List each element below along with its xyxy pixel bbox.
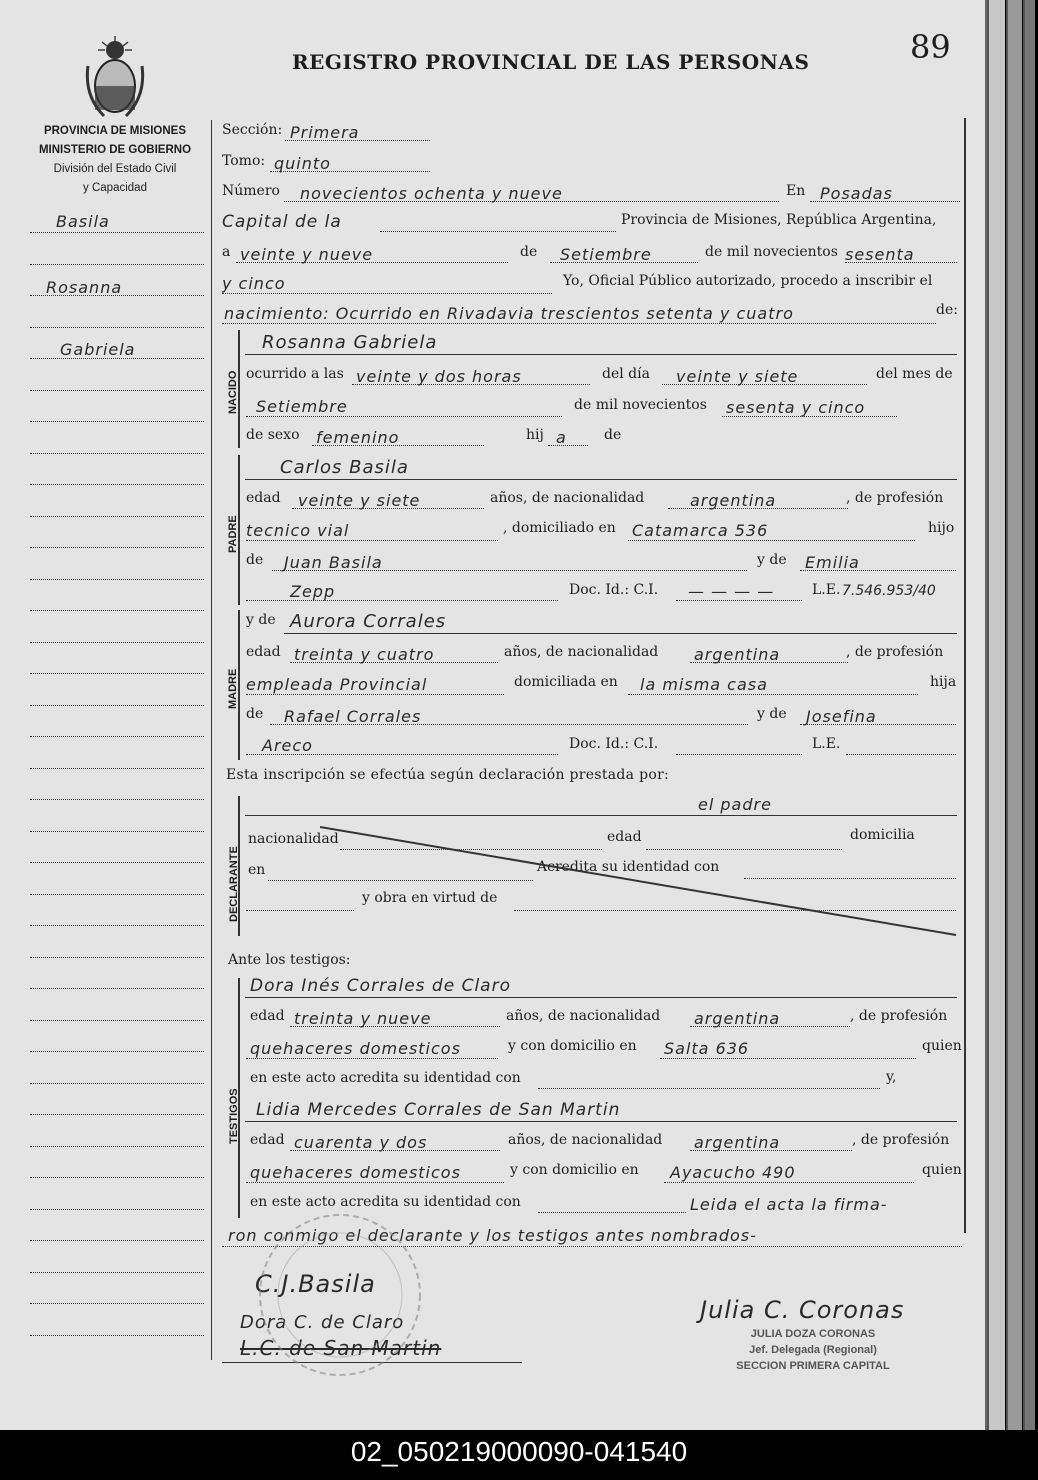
t1-nac-label: años, de nacionalidad [506, 1008, 661, 1024]
page-title: REGISTRO PROVINCIAL DE LAS PERSONAS [292, 50, 810, 74]
padre-doc-label: Doc. Id.: C.I. [569, 582, 659, 598]
margin-line [30, 988, 204, 989]
stamp-line: JULIA DOZA CORONAS [750, 1328, 876, 1340]
madre-hija-label: hija [930, 674, 957, 690]
margin-first-name: Rosanna [46, 278, 123, 297]
numero-label: Número [222, 183, 280, 199]
page-stack-edge [987, 0, 1005, 1430]
t2-domicilio: Ayacucho 490 [670, 1163, 796, 1182]
org-line: División del Estado Civil [53, 163, 177, 175]
madre-de-label: de [246, 706, 264, 722]
birth-year: sesenta y cinco [726, 398, 866, 417]
issuing-authority [20, 122, 210, 198]
yo-text: Yo, Oficial Público autorizado, procedo a inscribir el [563, 273, 933, 289]
signature-declarante: C.J.Basila [255, 1270, 376, 1298]
decl-nac-label: nacionalidad [248, 831, 339, 847]
cierre-text: ron conmigo el declarante y los testigos antes nombrados- [228, 1226, 757, 1245]
margin-line [30, 421, 204, 422]
tomo-label: Tomo: [222, 153, 266, 169]
birth-mil-label: de mil novecientos [574, 397, 707, 413]
acta-year-2: y cinco [222, 274, 286, 293]
cancel-strike-line [320, 825, 960, 940]
hij-label: hij [526, 427, 544, 443]
margin-line [30, 831, 204, 832]
margin-line [30, 1146, 204, 1147]
madre-profesion: empleada Provincial [246, 675, 428, 694]
acta-year-1: sesenta [845, 245, 915, 264]
de-end-label: de: [936, 302, 958, 318]
mil-label: de mil novecientos [705, 244, 838, 260]
t2-edad: cuarenta y dos [294, 1133, 428, 1152]
padre-le-value: 7.546.953/40 [842, 583, 936, 599]
decl-edad-label: edad [607, 829, 642, 845]
margin-line [30, 894, 204, 895]
tomo-value: quinto [274, 154, 331, 173]
padre-nacionalidad: argentina [690, 491, 777, 510]
madre-edad-label: edad [246, 644, 281, 660]
decl-acredita-label: Acredita su identidad con [537, 859, 720, 875]
padre-father: Juan Basila [284, 553, 383, 572]
t1-prof-label: , de profesión [850, 1008, 948, 1024]
en-value: Posadas [820, 184, 893, 203]
margin-line [30, 1114, 204, 1115]
t1-dom-label: y con domicilio en [508, 1038, 637, 1054]
coat-of-arms-emblem [80, 36, 150, 120]
t2-nacionalidad: argentina [694, 1133, 781, 1152]
madre-domicilio: la misma casa [640, 675, 768, 694]
margin-line [30, 1303, 204, 1304]
margin-line [30, 390, 204, 391]
round-seal-stamp [255, 1180, 425, 1410]
margin-line [30, 736, 204, 737]
madre-le-label: L.E. [812, 736, 841, 752]
t2-prof-label: , de profesión [852, 1132, 950, 1148]
margin-line [30, 327, 204, 328]
signature-testigo1: Dora C. de Claro [240, 1312, 405, 1333]
margin-line [30, 453, 204, 454]
padre-le-label: L.E. [812, 582, 841, 598]
t2-acredita-label: en este acto acredita su identidad con [250, 1194, 521, 1210]
madre-mother-surname: Areco [262, 736, 313, 755]
padre-ci-value: — — — — [688, 582, 775, 601]
padre-edad-label: edad [246, 490, 281, 506]
org-line: y Capacidad [83, 182, 147, 194]
madre-label: MADRE [227, 668, 239, 709]
decl-dom-label: domicilia [850, 827, 915, 843]
org-line: MINISTERIO DE GOBIERNO [38, 144, 192, 156]
a-label: a [222, 244, 231, 260]
numero-value: novecientos ochenta y nueve [300, 184, 563, 203]
madre-yde2-label: y de [757, 706, 787, 722]
birth-hour: veinte y dos horas [356, 367, 522, 386]
padre-edad: veinte y siete [298, 491, 421, 510]
del-dia-label: del día [602, 366, 650, 382]
padre-nac-label: años, de nacionalidad [490, 490, 645, 506]
margin-line [30, 957, 204, 958]
padre-hijo-label: hijo [928, 520, 955, 536]
madre-dom-label: domiciliada en [514, 674, 618, 690]
ocurrido-label: ocurrido a las [246, 366, 344, 382]
padre-prof-label: , de profesión [846, 490, 944, 506]
declarante-label: DECLARANTE [228, 846, 240, 922]
t2-dom-label: y con domicilio en [510, 1162, 639, 1178]
folio-number: 89 [910, 28, 951, 66]
t2-profesion: quehaceres domesticos [250, 1163, 461, 1182]
t2-nac-label: años, de nacionalidad [508, 1132, 663, 1148]
margin-surname: Basila [56, 212, 110, 231]
testigo2-name: Lidia Mercedes Corrales de San Martin [256, 1100, 621, 1120]
t1-acredita-label: en este acto acredita su identidad con [250, 1070, 521, 1086]
padre-de-label: de [246, 552, 264, 568]
org-line: PROVINCIA DE MISIONES [43, 125, 187, 137]
declaracion-text: Esta inscripción se efectúa según declaración prestada por: [226, 767, 670, 783]
right-border [964, 118, 966, 1233]
sexo-value: femenino [316, 428, 400, 447]
margin-line [30, 1051, 204, 1052]
t1-y-label: y, [886, 1069, 897, 1085]
inscribir-value: nacimiento: Ocurrido en Rivadavia trescientos setenta y cuatro [224, 304, 794, 323]
nacido-name: Rosanna Gabriela [262, 332, 438, 353]
margin-line [30, 516, 204, 517]
t1-nacionalidad: argentina [694, 1009, 781, 1028]
margin-line [30, 1240, 204, 1241]
page-stack-edge [1023, 0, 1035, 1430]
column-divider [211, 120, 212, 1360]
acta-day: veinte y nueve [240, 245, 374, 264]
padre-yde-label: y de [757, 552, 787, 568]
margin-line [30, 1083, 204, 1084]
margin-line [30, 547, 204, 548]
madre-prof-label: , de profesión [846, 644, 944, 660]
madre-father: Rafael Corrales [284, 707, 422, 726]
scan-code-footer: 02_050219000090-041540 [350, 1436, 688, 1467]
margin-middle-name: Gabriela [60, 340, 136, 359]
sexo-label: de sexo [246, 427, 300, 443]
decl-en-label: en [248, 862, 266, 878]
t1-profesion: quehaceres domesticos [250, 1039, 461, 1058]
t2-leida: Leida el acta la firma- [690, 1195, 888, 1214]
margin-line [30, 925, 204, 926]
del-mes-label: del mes de [876, 366, 953, 382]
madre-nacionalidad: argentina [694, 645, 781, 664]
madre-yde-label: y de [246, 612, 276, 628]
t1-edad: treinta y nueve [294, 1009, 432, 1028]
margin-line [30, 799, 204, 800]
birth-day: veinte y siete [676, 367, 799, 386]
acta-month: Setiembre [560, 245, 652, 264]
capital-text: Capital de la [222, 212, 342, 232]
margin-line [30, 673, 204, 674]
margin-line [30, 264, 204, 265]
margin-line [30, 768, 204, 769]
padre-label: PADRE [227, 515, 239, 553]
margin-line [30, 862, 204, 863]
margin-line [30, 1272, 204, 1273]
stamp-line: Jef. Delegada (Regional) [749, 1344, 877, 1356]
seccion-label: Sección: [222, 122, 283, 138]
decl-obra-label: y obra en virtud de [362, 890, 498, 906]
padre-profesion: tecnico vial [246, 521, 350, 540]
t1-domicilio: Salta 636 [664, 1039, 750, 1058]
t1-edad-label: edad [250, 1008, 285, 1024]
provincia-text: Provincia de Misiones, República Argentina, [621, 212, 937, 228]
padre-domicilio: Catamarca 536 [632, 521, 769, 540]
de-label: de [520, 244, 538, 260]
testigos-intro: Ante los testigos: [228, 952, 351, 968]
page-stack-edge [1006, 0, 1022, 1430]
stamp-line: SECCION PRIMERA CAPITAL [736, 1360, 890, 1372]
declarante-value: el padre [698, 795, 772, 814]
en-label: En [786, 183, 806, 199]
madre-mother: Josefina [806, 707, 877, 726]
hij-suffix: a [556, 428, 567, 447]
padre-mother-surname: Zepp [290, 582, 336, 601]
t2-quien-label: quien [922, 1162, 962, 1178]
nacido-de-label: de [604, 427, 622, 443]
margin-line [30, 1177, 204, 1178]
testigos-label: TESTIGOS [228, 1088, 240, 1144]
birth-month: Setiembre [256, 397, 348, 416]
official-stamp [728, 1326, 898, 1374]
margin-line [30, 610, 204, 611]
padre-name: Carlos Basila [280, 457, 409, 478]
margin-line [30, 705, 204, 706]
margin-line [30, 642, 204, 643]
margin-line [30, 1209, 204, 1210]
margin-line [30, 1335, 204, 1336]
margin-line [30, 484, 204, 485]
t2-edad-label: edad [250, 1132, 285, 1148]
padre-dom-label: , domiciliado en [503, 520, 616, 536]
padre-mother: Emilia [805, 553, 860, 572]
seccion-value: Primera [290, 123, 360, 142]
nacido-label: NACIDO [227, 370, 239, 414]
t1-quien-label: quien [922, 1038, 962, 1054]
margin-line [30, 1020, 204, 1021]
madre-doc-label: Doc. Id.: C.I. [569, 736, 659, 752]
signature-oficial: Julia C. Coronas [700, 1296, 905, 1324]
margin-line [30, 232, 204, 233]
margin-line [30, 579, 204, 580]
madre-edad: treinta y cuatro [294, 645, 435, 664]
testigo1-name: Dora Inés Corrales de Claro [250, 976, 511, 996]
madre-nac-label: años, de nacionalidad [504, 644, 659, 660]
signature-testigo2: L.C. de San Martin [240, 1336, 442, 1360]
madre-name: Aurora Corrales [290, 611, 447, 632]
